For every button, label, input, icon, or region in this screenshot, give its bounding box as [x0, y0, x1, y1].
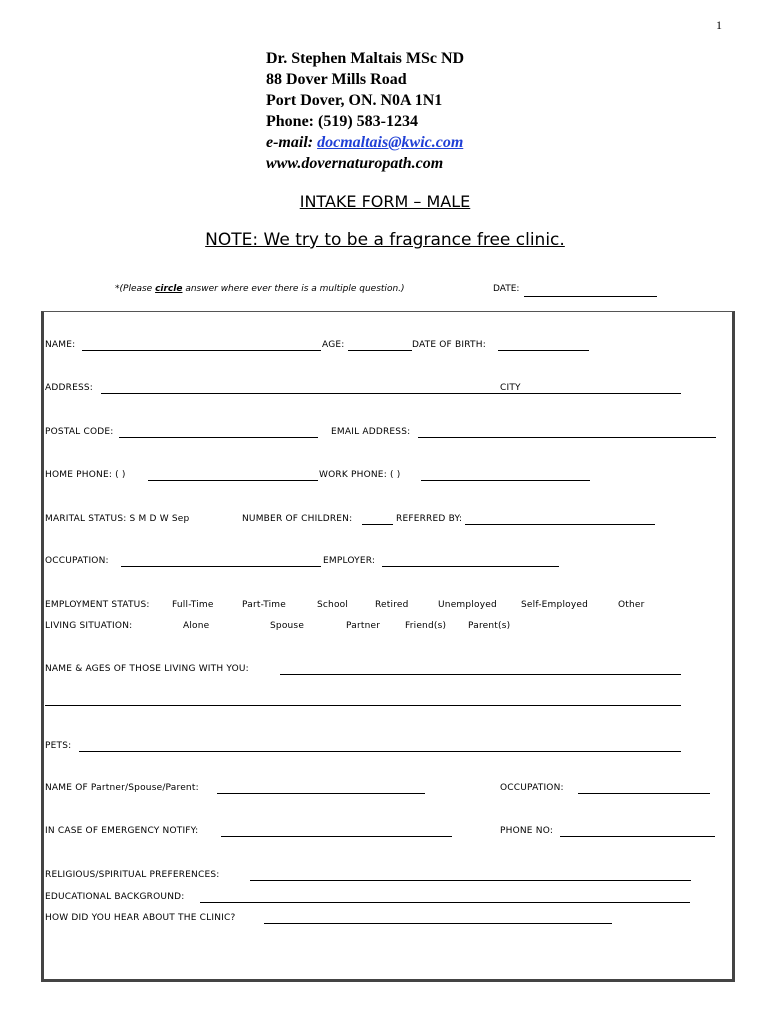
- form-title: INTAKE FORM – MALE: [299, 192, 471, 211]
- employment-option-other[interactable]: Other: [618, 600, 645, 610]
- heard-about-label: HOW DID YOU HEAR ABOUT THE CLINIC?: [45, 913, 236, 923]
- city-field[interactable]: [500, 393, 681, 394]
- living-option-alone[interactable]: Alone: [183, 621, 210, 631]
- home-phone-label: HOME PHONE: ( ): [45, 470, 126, 480]
- city-label: CITY: [500, 383, 521, 393]
- email-link[interactable]: docmaltais@kwic.com: [317, 134, 464, 151]
- referred-by-field[interactable]: [465, 524, 655, 525]
- partner-occupation-label: OCCUPATION:: [500, 783, 564, 793]
- emergency-contact-label: IN CASE OF EMERGENCY NOTIFY:: [45, 826, 199, 836]
- clinic-phone: Phone: (519) 583-1234: [266, 113, 418, 130]
- name-field[interactable]: [82, 350, 321, 351]
- email-address-field[interactable]: [418, 437, 716, 438]
- postal-code-field[interactable]: [119, 437, 318, 438]
- partner-name-label: NAME OF Partner/Spouse/Parent:: [45, 783, 199, 793]
- employer-label: EMPLOYER:: [323, 556, 376, 566]
- dob-label: DATE OF BIRTH:: [412, 340, 486, 350]
- employment-option-retired[interactable]: Retired: [375, 600, 409, 610]
- partner-occupation-field[interactable]: [578, 793, 710, 794]
- clinic-email-row: [266, 132, 464, 153]
- instruction-suffix: answer where ever there is a multiple question.): [182, 284, 405, 294]
- work-phone-label: WORK PHONE: ( ): [319, 470, 401, 480]
- employment-option-unemployed[interactable]: Unemployed: [438, 600, 497, 610]
- address-field[interactable]: [101, 393, 500, 394]
- heard-about-field[interactable]: [264, 923, 612, 924]
- occupation-field[interactable]: [121, 566, 321, 567]
- instruction-note: [115, 284, 405, 294]
- emergency-phone-label: PHONE NO:: [500, 826, 554, 836]
- address-label: ADDRESS:: [45, 383, 94, 393]
- religious-preferences-label: RELIGIOUS/SPIRITUAL PREFERENCES:: [45, 870, 220, 880]
- employment-option-full-time[interactable]: Full-Time: [172, 600, 214, 610]
- work-phone-field[interactable]: [421, 480, 590, 481]
- children-field[interactable]: [362, 524, 393, 525]
- clinic-address-line2: Port Dover, ON. N0A 1N1: [266, 92, 443, 109]
- partner-name-field[interactable]: [217, 793, 425, 794]
- doctor-name: Dr. Stephen Maltais MSc ND: [266, 50, 465, 67]
- employment-status-label: EMPLOYMENT STATUS:: [45, 600, 150, 610]
- page-number: 1: [716, 18, 722, 32]
- email-label: e-mail:: [266, 134, 318, 151]
- clinic-header: [266, 48, 464, 174]
- emergency-contact-field[interactable]: [221, 836, 452, 837]
- employment-option-part-time[interactable]: Part-Time: [242, 600, 287, 610]
- pets-field[interactable]: [79, 751, 681, 752]
- home-phone-field[interactable]: [148, 480, 318, 481]
- clinic-address-line1: 88 Dover Mills Road: [266, 71, 407, 88]
- clinic-website[interactable]: www.dovernaturopath.com: [266, 155, 444, 172]
- living-situation-label: LIVING SITUATION:: [45, 621, 133, 631]
- education-field[interactable]: [200, 902, 690, 903]
- living-with-field[interactable]: [280, 674, 681, 675]
- age-field[interactable]: [348, 350, 412, 351]
- occupation-label: OCCUPATION:: [45, 556, 109, 566]
- religious-preferences-field[interactable]: [250, 880, 691, 881]
- instruction-emphasis: circle: [155, 284, 183, 294]
- living-with-field-line2[interactable]: [45, 705, 681, 706]
- marital-status-label: MARITAL STATUS: S M D W Sep: [45, 514, 190, 524]
- email-address-label: EMAIL ADDRESS:: [331, 427, 411, 437]
- age-label: AGE:: [322, 340, 345, 350]
- dob-field[interactable]: [498, 350, 589, 351]
- children-label: NUMBER OF CHILDREN:: [242, 514, 353, 524]
- living-option-spouse[interactable]: Spouse: [270, 621, 305, 631]
- pets-label: PETS:: [45, 741, 72, 751]
- form-box: [41, 311, 735, 982]
- employment-option-school[interactable]: School: [317, 600, 349, 610]
- instruction-prefix: *(Please: [115, 284, 156, 294]
- living-option-partner[interactable]: Partner: [346, 621, 381, 631]
- education-label: EDUCATIONAL BACKGROUND:: [45, 892, 185, 902]
- name-label: NAME:: [45, 340, 76, 350]
- living-option-parents[interactable]: Parent(s): [468, 621, 511, 631]
- employer-field[interactable]: [382, 566, 559, 567]
- living-with-label: NAME & AGES OF THOSE LIVING WITH YOU:: [45, 664, 249, 674]
- fragrance-note: NOTE: We try to be a fragrance free clinic.: [205, 230, 565, 250]
- living-option-friends[interactable]: Friend(s): [405, 621, 447, 631]
- postal-code-label: POSTAL CODE:: [45, 427, 114, 437]
- employment-option-self-employed[interactable]: Self-Employed: [521, 600, 589, 610]
- emergency-phone-field[interactable]: [560, 836, 715, 837]
- referred-by-label: REFERRED BY:: [396, 514, 463, 524]
- date-label: DATE:: [493, 284, 520, 294]
- date-field[interactable]: [524, 296, 657, 297]
